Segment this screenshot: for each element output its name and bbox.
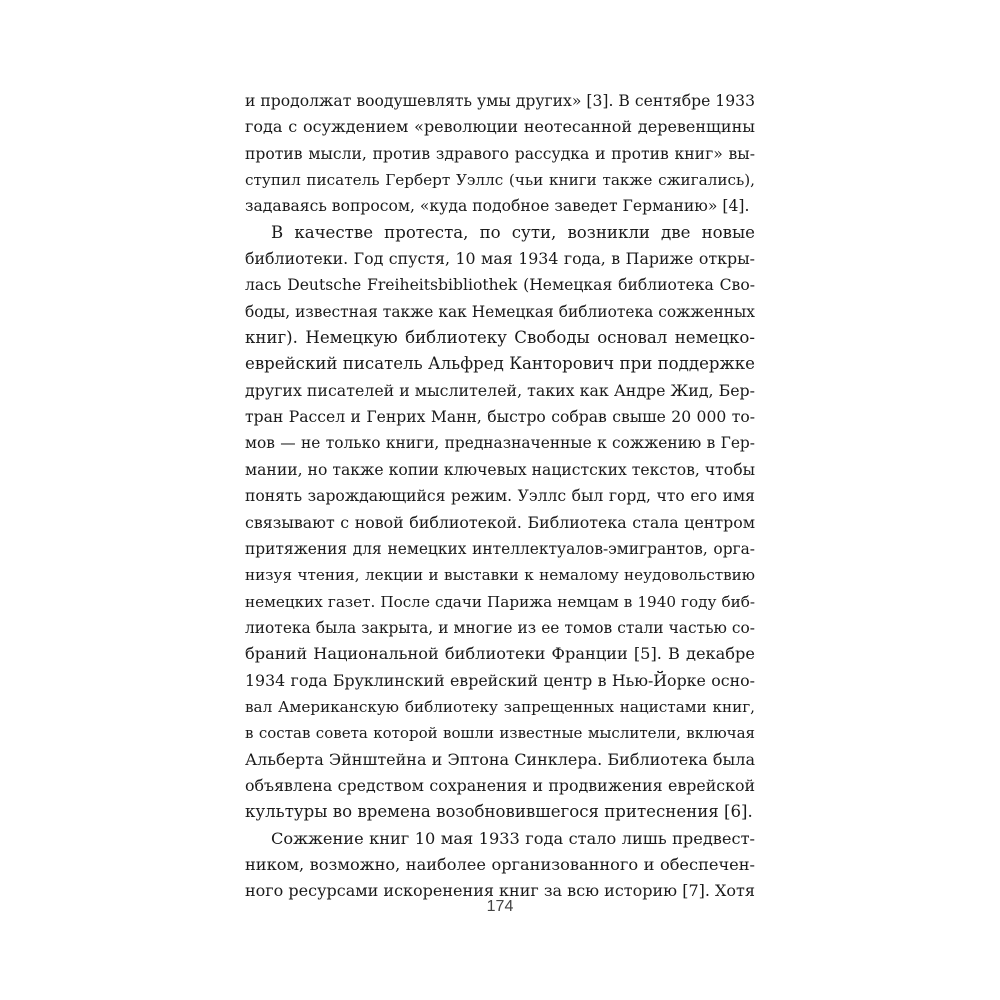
text-line: Сожжение книг 10 мая 1933 года стало лишь предвест- [271,828,755,848]
text-line: браний Национальной библиотеки Франции [5]. В декабре [245,644,755,664]
text-line: ступил писатель Герберт Уэллс (чьи книги также сжигались), [245,171,755,190]
text-line: лиотека была закрыта, и многие из ее томов стали частью со- [245,618,755,637]
text-line: тран Рассел и Генрих Манн, быстро собрав свыше 20 000 то- [245,408,755,427]
text-line: задаваясь вопросом, «куда подобное заведет Германию» [4]. [245,197,750,216]
text-line: библиотеки. Год спустя, 10 мая 1934 года, в Париже откры- [245,249,755,269]
page-number: 174 [486,898,514,915]
text-line: боды, известная также как Немецкая библиотека сожженных [245,302,755,321]
text-line: мании, но также копии ключевых нацистских текстов, чтобы [245,460,755,479]
text-line: объявлена средством сохранения и продвижения еврейской [245,775,755,795]
text-line: других писателей и мыслителей, таких как Андре Жид, Бер- [245,380,755,400]
text-line: 1934 года Бруклинский еврейский центр в Нью-Йорке осно- [245,670,755,690]
text-line: и продолжат воодушевлять умы других» [3]. В сентябре 1933 [245,92,755,110]
text-line: против мысли, против здравого рассудка и против книг» вы- [245,144,755,163]
text-line: немецких газет. После сдачи Парижа немцам в 1940 году биб- [245,592,755,611]
text-line: лась Deutsche Freiheitsbibliothek (Немецкая библиотека Сво- [245,276,755,295]
text-line: низуя чтения, лекции и выставки к немалому неудовольствию [245,566,755,585]
text-line: связывают с новой библиотекой. Библиотека стала центром [245,512,755,532]
text-line: года с осуждением «революции неотесанной деревенщины [245,117,755,137]
text-line: Альберта Эйнштейна и Эптона Синклера. Библиотека была [245,749,755,769]
text-line: ного ресурсами искоренения книг за всю историю [7]. Хотя [245,881,755,901]
text-line: в состав совета которой вошли известные мыслители, включая [245,724,755,743]
text-line: В качестве протеста, по сути, возникли две новые [271,222,755,242]
text-line: понять зарождающийся режим. Уэллс был горд, что его имя [245,487,755,506]
text-line: культуры во времена возобновившегося притеснения [6]. [245,802,753,822]
text-line: еврейский писатель Альфред Канторович при поддержке [245,354,755,374]
text-line: вал Американскую библиотеку запрещенных нацистами книг, [245,697,755,716]
body-text [245,88,755,905]
text-line: ником, возможно, наиболее организованного и обеспечен- [245,854,755,874]
text-line: мов — не только книги, предназначенные к сожжению в Гер- [245,434,755,453]
text-line: книг). Немецкую библиотеку Свободы основал немецко- [245,328,755,348]
text-line: притяжения для немецких интеллектуалов-эмигрантов, орга- [245,539,755,558]
